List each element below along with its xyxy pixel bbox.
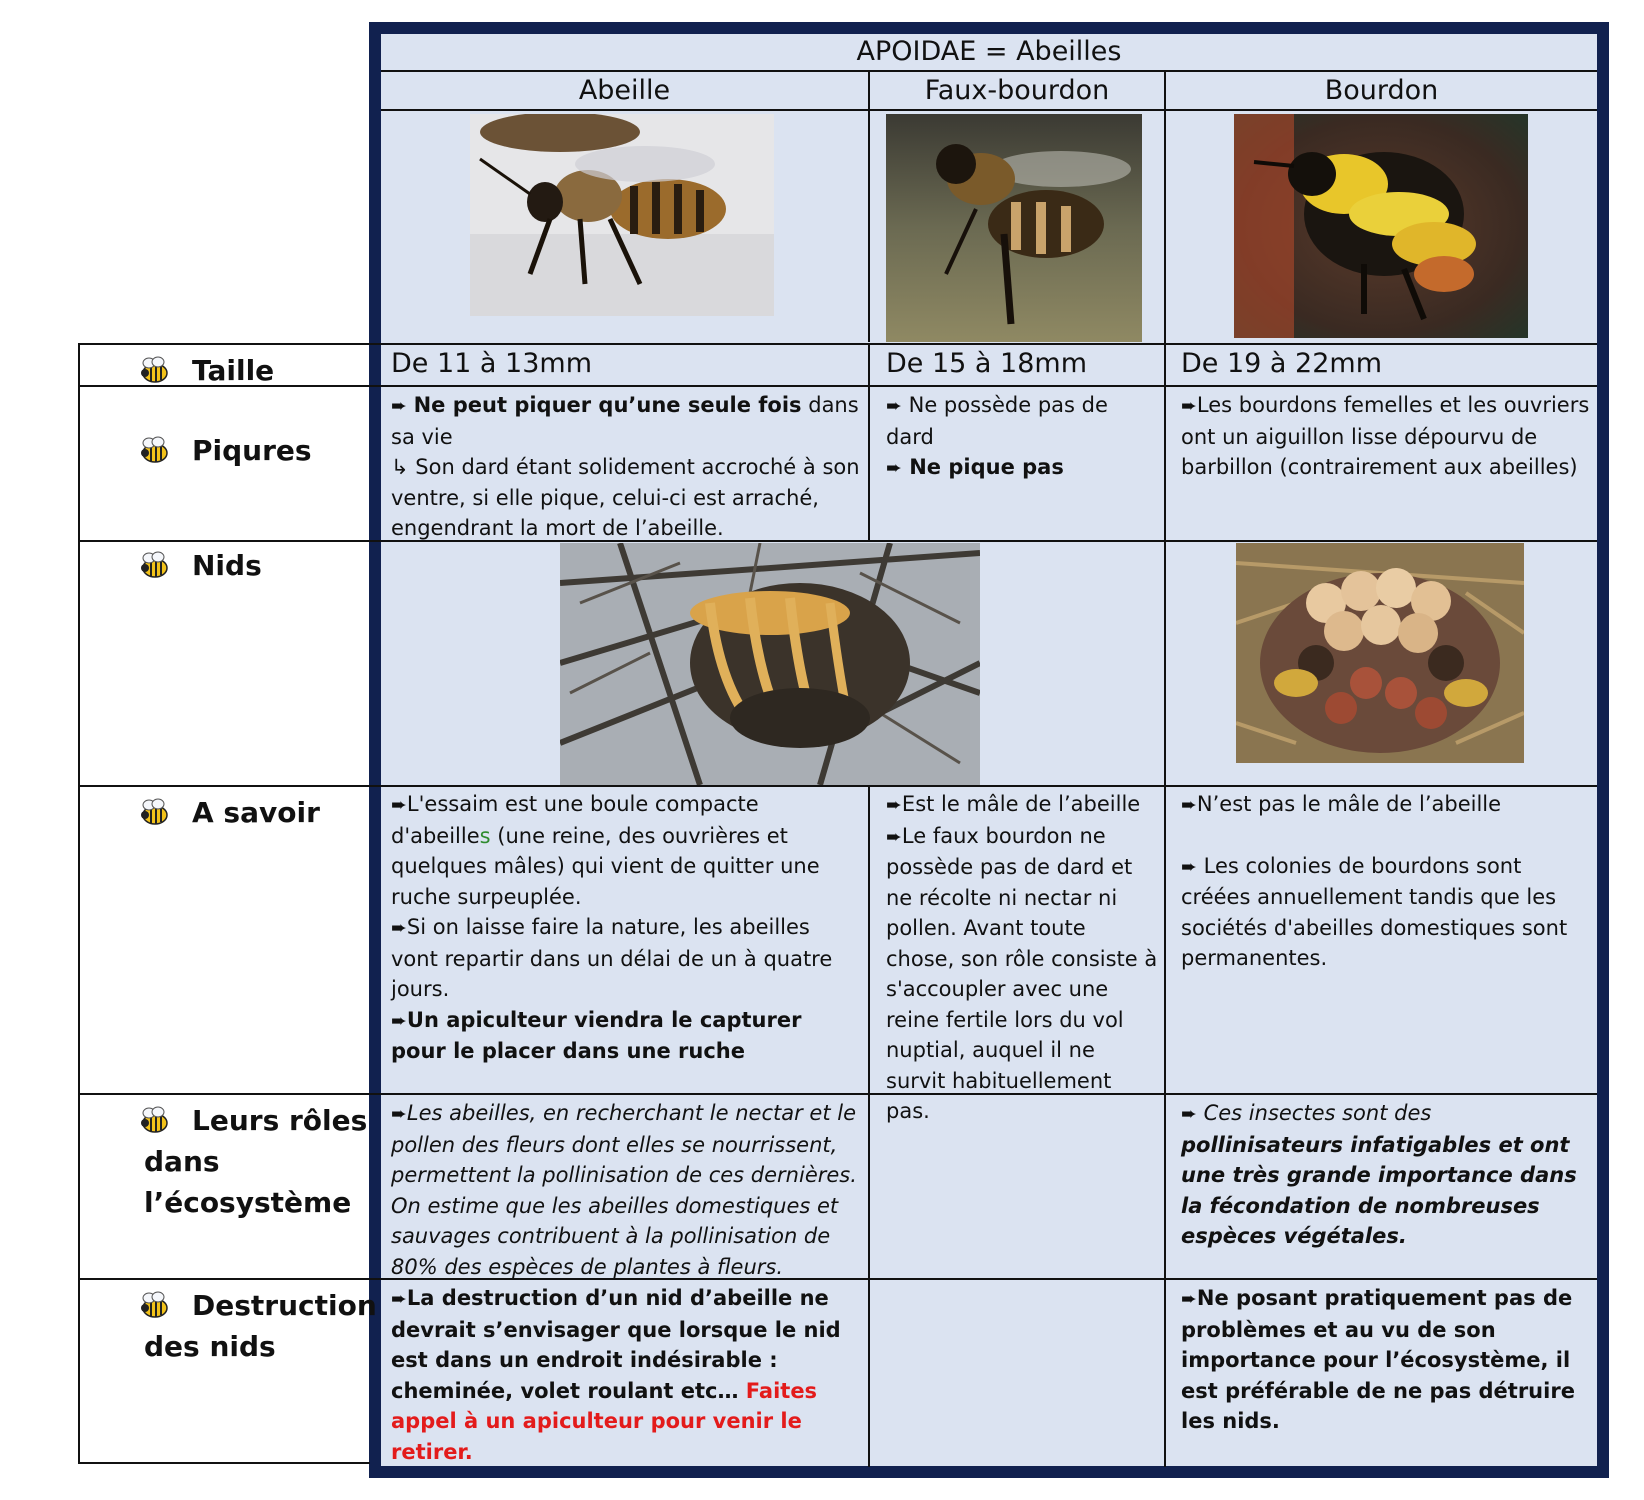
savoir-abeille-text: Si on laisse faire la nature, les abeilles vont repartir dans un délai de un à quatre jours. (391, 915, 833, 1001)
roles-abeille-text: Les abeilles, en recherchant le nectar et le pollen des fleurs dont elles se nourrissent, permettent la pollinisation de ces dernières. On estime que les abeilles domestiques et sauvages contribuent à la pollinisation de 80% des espèces de plantes à fleurs. (391, 1101, 857, 1279)
piqures-abeille-detail: Son dard étant solidement accroché à son ventre, si elle pique, celui-ci est arraché, engendrant la mort de l’abeille. (391, 455, 860, 540)
piqures-faux-emphasis: Ne pique pas (909, 455, 1064, 479)
savoir-abeille (391, 789, 861, 1067)
bumblebee-nest-photo (1236, 543, 1524, 763)
piqures-abeille-emphasis: Ne peut piquer qu’une seule fois (413, 393, 802, 417)
divider (381, 109, 1597, 111)
savoir-abeille-emphasis: Un apiculteur viendra le capturer pour le placer dans une ruche (391, 1007, 802, 1063)
column-header-bourdon: Bourdon (1324, 75, 1439, 106)
destruction-bourdon-text: Ne posant pratiquement pas de problèmes et au vu de son importance pour l’écosystème, il est préférable de ne pas détruire les nids. (1181, 1286, 1575, 1433)
arrow-bullet-icon: ➨ (886, 794, 902, 816)
bee-icon (139, 1106, 169, 1134)
roles-bourdon (1181, 1098, 1591, 1252)
divider (1164, 70, 1166, 1467)
divider (868, 343, 870, 541)
piqures-faux-text: Ne possède pas de dard (886, 393, 1108, 449)
destruction-bourdon (1181, 1283, 1591, 1437)
roles-abeille (391, 1098, 861, 1282)
row-label-text: dans (144, 1145, 220, 1178)
piqures-faux-bourdon (886, 390, 1156, 484)
savoir-faux-bourdon (886, 789, 1158, 1127)
arrow-bullet-icon: ➨ (886, 395, 902, 417)
piqures-bourdon-text: Les bourdons femelles et les ouvriers ont un aiguillon lisse dépourvu de barbillon (contrairement aux abeilles) (1181, 393, 1590, 479)
destruction-abeille (391, 1283, 861, 1467)
honeybee-photo (470, 114, 774, 316)
divider (78, 1462, 370, 1464)
divider (78, 385, 1597, 387)
arrow-bullet-icon: ➨ (1181, 395, 1197, 417)
savoir-abeille-text: s (479, 823, 491, 848)
row-label-text: des nids (144, 1330, 276, 1363)
bee-icon (139, 1291, 169, 1319)
taille-bourdon: De 19 à 22mm (1181, 348, 1383, 379)
column-header-abeille: Abeille (578, 75, 671, 106)
column-header-faux-bourdon: Faux-bourdon (924, 75, 1110, 106)
piqures-bourdon (1181, 390, 1591, 483)
roles-bourdon-emphasis: pollinisateurs infatigables et ont une très grande importance dans la fécondation de nombreuses espèces végétales. (1181, 1132, 1577, 1248)
savoir-bourdon (1181, 789, 1591, 974)
arrow-bullet-icon: ➨ (391, 1009, 407, 1032)
savoir-bourdon-text: N’est pas le mâle de l’abeille (1196, 792, 1502, 816)
table-title: APOIDAE = Abeilles (856, 36, 1122, 67)
arrow-bullet-icon: ➨ (1181, 794, 1197, 816)
row-label-text: l’écosystème (144, 1186, 352, 1219)
arrow-bullet-icon: ➨ (391, 1288, 407, 1310)
arrow-bullet-icon: ➨ (391, 395, 407, 417)
taille-faux-bourdon: De 15 à 18mm (886, 348, 1088, 379)
divider (78, 343, 1597, 345)
savoir-abeille-text: (une reine, des ouvrières et quelques mâles) qui vient de quitter une ruche surpeuplée. (391, 823, 820, 909)
drone-photo (886, 114, 1142, 342)
arrow-bullet-icon: ➨ (1181, 1103, 1197, 1125)
row-label-text: Destruction (192, 1289, 377, 1322)
row-label-text: Piqures (192, 434, 312, 467)
bee-icon (139, 356, 169, 384)
divider (868, 70, 870, 342)
row-label-text: Leurs rôles (192, 1104, 368, 1137)
destruction-abeille-text: La destruction d’un nid d’abeille ne devrait s’envisager que lorsque le nid est dans un endroit indésirable : cheminée, volet roulant etc… (391, 1286, 841, 1403)
divider (78, 343, 80, 1464)
divider (78, 1093, 1597, 1095)
divider (78, 785, 1597, 787)
piqures-abeille-text: dans sa vie (391, 393, 859, 449)
arrow-bullet-icon: ➨ (391, 917, 407, 939)
roles-bourdon-text: Ces insectes sont des (1196, 1101, 1432, 1125)
savoir-faux-text: Le faux bourdon ne possède pas de dard et ne récolte ni nectar ni pollen. Avant toute chose, son rôle consiste à s'accoupler avec une reine fertile lors du vol nuptial, auquel il ne survit habituellement pas. (886, 823, 1158, 1123)
savoir-abeille-text: L'essaim est une boule compacte d'abeille (391, 792, 759, 848)
arrow-bullet-icon: ➨ (886, 457, 902, 479)
arrow-bullet-icon: ➨ (886, 825, 902, 848)
taille-abeille: De 11 à 13mm (391, 348, 593, 379)
bee-icon (139, 551, 169, 579)
arrow-bullet-icon: ➨ (1181, 855, 1197, 878)
destruction-abeille-callout: Faites appel à un apiculteur pour venir le retirer. (391, 1378, 818, 1464)
return-arrow-icon: ↳ (391, 455, 409, 479)
row-label-text: A savoir (192, 796, 320, 829)
honeybee-swarm-photo (560, 543, 980, 785)
savoir-faux-text: Est le mâle de l’abeille (901, 792, 1141, 816)
divider (868, 785, 870, 1467)
row-label-text: Taille (192, 354, 275, 387)
row-label-text: Nids (192, 549, 262, 582)
bee-icon (139, 436, 169, 464)
bumblebee-photo (1234, 114, 1528, 338)
divider (381, 70, 1597, 72)
piqures-abeille (391, 390, 861, 544)
arrow-bullet-icon: ➨ (391, 794, 407, 816)
savoir-bourdon-text: Les colonies de bourdons sont créées annuellement tandis que les sociétés d'abeilles domestiques sont permanentes. (1181, 853, 1568, 970)
arrow-bullet-icon: ➨ (1181, 1288, 1197, 1310)
bee-icon (139, 798, 169, 826)
arrow-bullet-icon: ➨ (391, 1103, 407, 1125)
